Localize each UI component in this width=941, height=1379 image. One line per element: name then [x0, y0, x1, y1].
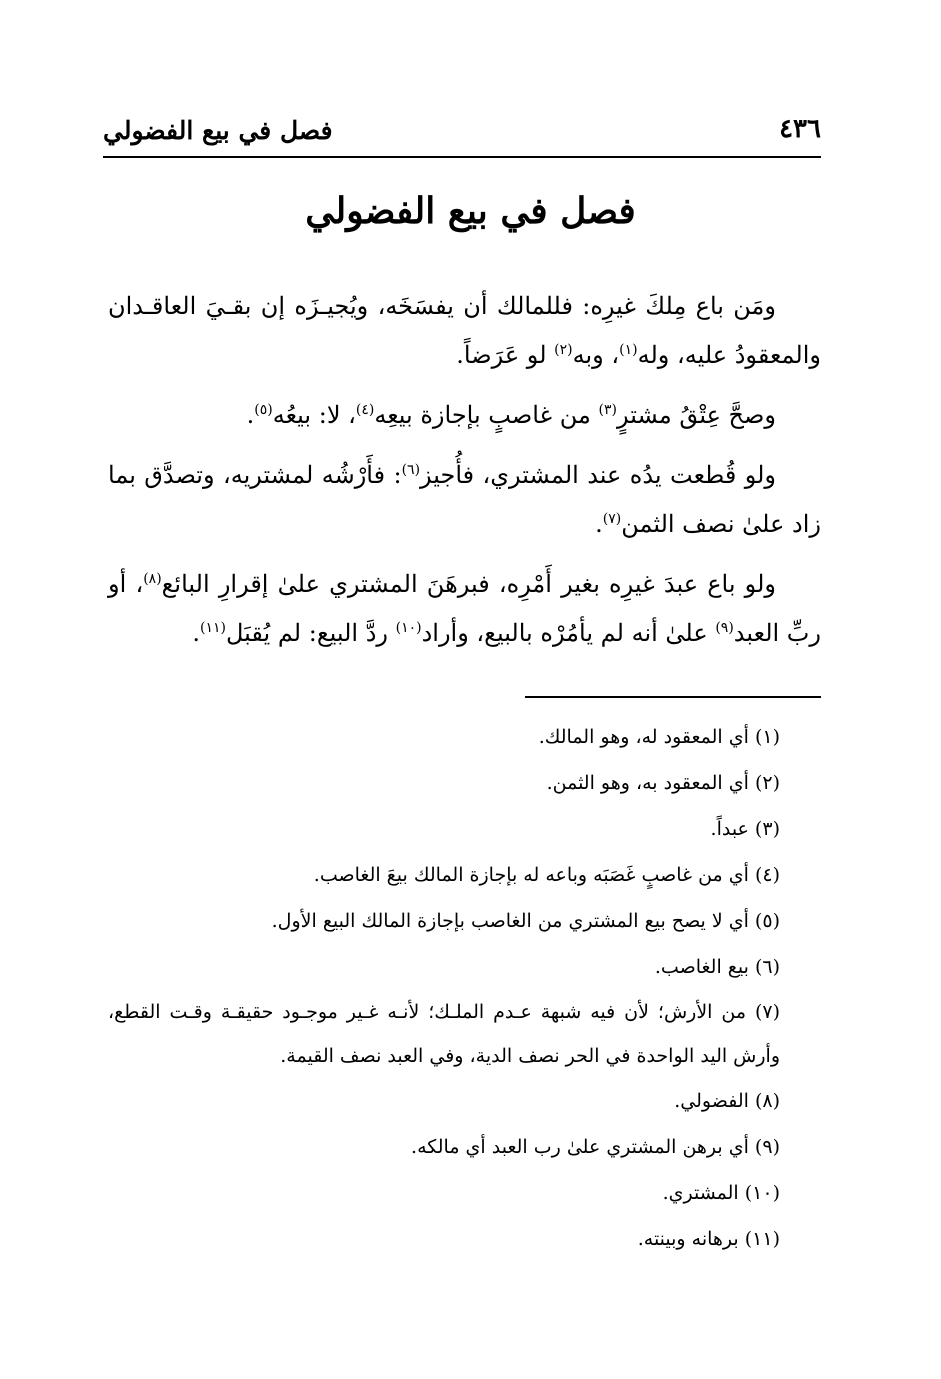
text-run: ومَن باع مِلكَ غيرِه: فللمالك أن يفسَخَه، ويُجيـزَه إن بقـيَ العاقـدان والمعقودُ عليه، وله [108, 292, 821, 369]
footnote-ref[interactable]: (٤) [355, 402, 375, 418]
main-text [108, 282, 821, 669]
footnote-ref[interactable]: (٩) [715, 620, 734, 636]
text-run: ، وبه [572, 341, 620, 369]
footnote-4: (٤) أي من غاصبٍ غَصَبَه وباعه له بإجازة المالك بيعَ الغاصب. [313, 864, 780, 886]
paragraph [108, 282, 821, 380]
paragraph [108, 560, 821, 658]
footnote-8: (٨) الفضولي. [674, 1090, 780, 1112]
running-header-title: فصل في بيع الفضولي [103, 116, 333, 145]
footnote-6: (٦) بيع الغاصب. [654, 956, 780, 978]
text-run: علىٰ أنه لم يأمُرْه بالبيع، وأراد [421, 619, 716, 647]
footnote-ref[interactable]: (١٠) [395, 620, 422, 636]
text-run: : فأَرْشُه لمشتريه، وتصدَّق بما زاد علىٰ نصف الثمن [108, 461, 821, 538]
footnote-ref[interactable]: (١) [619, 342, 638, 358]
paragraph [108, 391, 821, 440]
footnote-ref[interactable]: (٦) [401, 462, 421, 478]
footnote-ref[interactable]: (٣) [598, 402, 617, 418]
footnote-1: (١) أي المعقود له، وهو المالك. [538, 726, 780, 748]
footnote-10: (١٠) المشتري. [662, 1182, 780, 1204]
text-run: . [595, 510, 603, 538]
footnote-5: (٥) أي لا يصح بيع المشتري من الغاصب بإجازة المالك البيع الأول. [271, 910, 780, 932]
paragraph [108, 451, 821, 549]
text-run: وصحَّ عِتْقُ مشترٍ [616, 401, 776, 429]
footnotes [108, 714, 821, 1262]
text-run: ، لا: بيعُه [272, 401, 356, 429]
footnote-ref[interactable]: (٢) [554, 342, 573, 358]
text-run: ولو قُطعت يدُه عند المشتري، فأُجيز [420, 461, 776, 489]
text-run: . [246, 401, 255, 429]
page-number: ٤٣٦ [779, 114, 821, 144]
text-run: لو عَرَضاً. [456, 341, 555, 369]
footnote-7: (٧) من الأرش؛ لأن فيه شبهة عـدم الملـك؛ لأنـه غـير موجـود حقيقـة وقـت القطع، وأرش اليد الواحدة في الحر نصف الدية، وفي العبد نصف القيمة. [108, 1001, 780, 1067]
footnote-3: (٣) عبداً. [710, 818, 780, 840]
section-title: فصل في بيع الفضولي [305, 190, 636, 232]
text-run: ولو باع عبدَ غيرِه بغير أَمْرِه، فبرهَنَ المشتري علىٰ إقرارِ البائع [161, 570, 776, 598]
footnote-separator [525, 696, 821, 698]
footnote-9: (٩) أي برهن المشتري علىٰ رب العبد أي مالكه. [411, 1136, 780, 1158]
footnote-ref[interactable]: (٥) [254, 402, 273, 418]
footnote-ref[interactable]: (١١) [199, 620, 226, 636]
footnote-ref[interactable]: (٨) [143, 571, 162, 587]
text-run: ردَّ البيع: لم يُقبَل [225, 619, 396, 647]
text-run: . [192, 619, 200, 647]
footnote-11: (١١) برهانه وبينته. [637, 1228, 780, 1250]
text-run: من غاصبٍ بإجازة بيعِه [374, 401, 599, 429]
running-header [103, 108, 821, 158]
footnote-2: (٢) أي المعقود به، وهو الثمن. [546, 772, 780, 794]
footnote-ref[interactable]: (٧) [602, 511, 622, 527]
text-run: ، أو ربِّ العبد [108, 570, 821, 647]
